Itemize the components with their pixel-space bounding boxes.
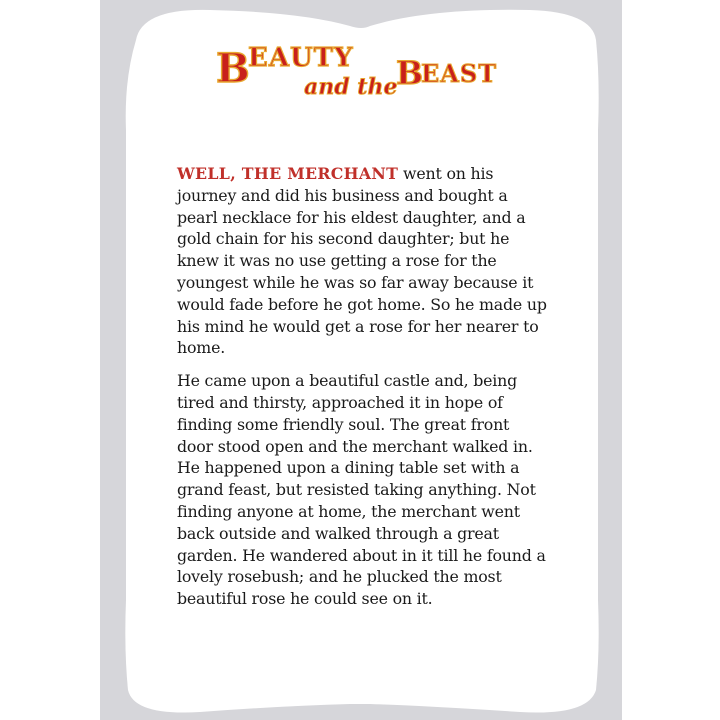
story-text <box>177 163 549 621</box>
title-beauty <box>248 43 354 73</box>
title-initial-b: B <box>216 45 250 92</box>
title-beast: EAST <box>421 59 498 88</box>
title-beauty-rest: EAUTY <box>248 43 354 73</box>
paragraph-lead-in: WELL, THE MERCHANT <box>177 164 399 183</box>
book-title-logo <box>212 36 512 106</box>
title-initial-b2: B <box>396 54 424 92</box>
title-and-the: and the <box>304 74 398 100</box>
story-paragraph-1 <box>177 163 549 359</box>
paragraph-1-body: went on his journey and did his business and bought a pearl necklace for his eldest daughter, and a gold chain for his second daughter; but he knew it was no use getting a rose for the youngest while he was so far away because it would fade before he got home. So he made up his mind he would get a rose for her nearer to home. <box>177 164 547 358</box>
story-paragraph-2: He came upon a beautiful castle and, being tired and thirsty, approached it in hope of finding some friendly soul. The great front door stood open and the merchant walked in. He happened upon a dining table set with a grand feast, but resisted taking anything. Not finding anyone at home, the merchant went back outside and walked through a great garden. He wandered about in it till he found a lovely rosebush; and he plucked the most beautiful rose he could see on it. <box>177 371 546 609</box>
